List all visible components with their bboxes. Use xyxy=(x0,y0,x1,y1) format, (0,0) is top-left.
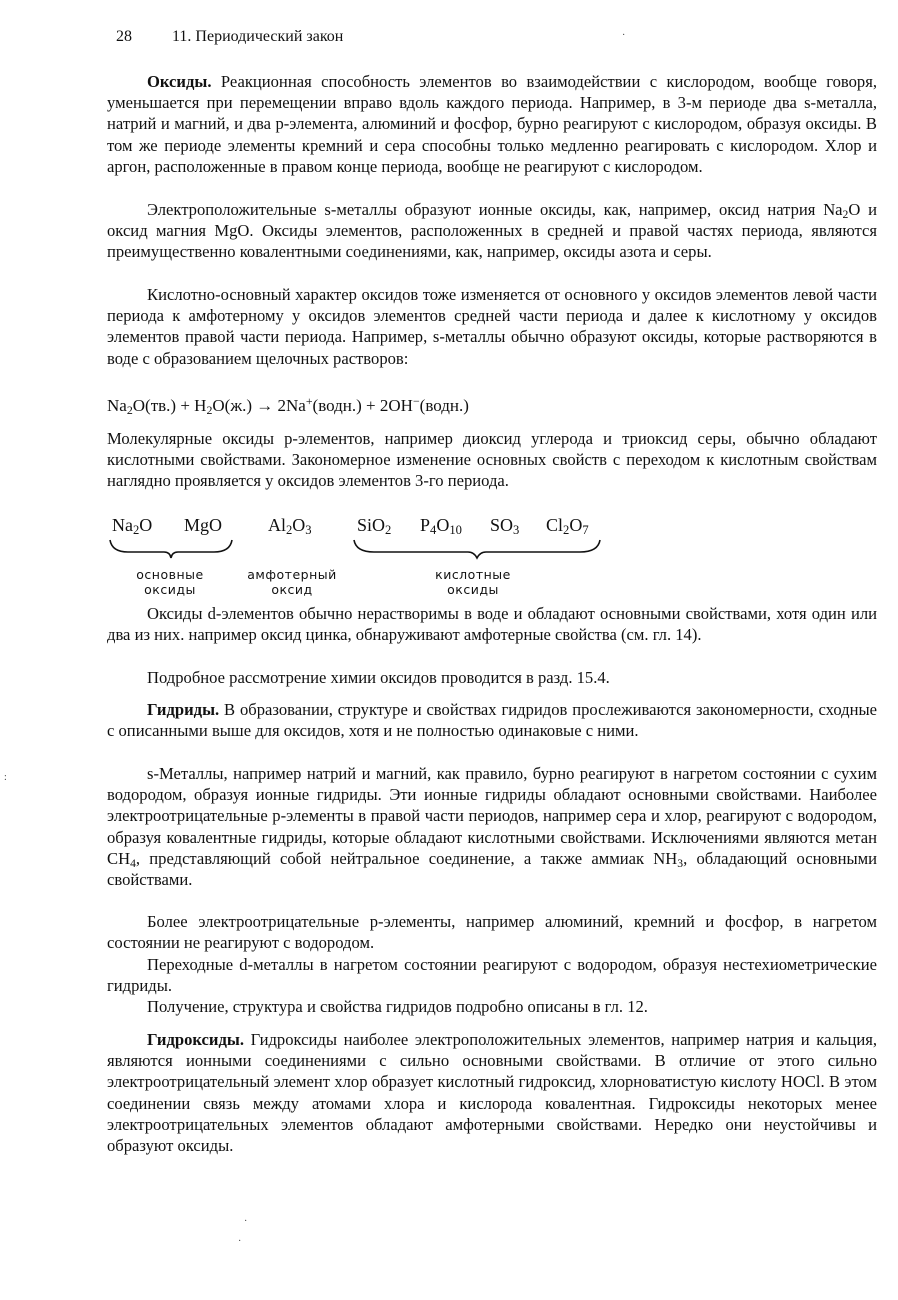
hydrides-paragraph-2: s-Металлы, например натрий и магний, как правило, бурно реагируют в нагретом состоянии с сухим водородом, образуя ионные гидриды. Эти ионные гидриды обладают основными свойствами. Наиболее электроотрицательные p-элементы в правой части периодов, например сера и хлор, реагируют с водородом, образуя ковалентные гидриды, которые обладают кислотными свойствами. Исключениями являются метан $CH_4$, представляющий собой нейтральное соединение, а также аммиак $NH_3$, обладающий основными свойствами. xyxy=(107,764,877,890)
oxide-sio2: SiO$_2$ xyxy=(357,515,392,538)
oxides-p2-a: Электроположительные s-металлы образуют ионные оксиды, как, например, оксид натрия Na xyxy=(147,200,843,219)
hydrides-paragraph-5 xyxy=(107,996,877,1017)
oxides-paragraph-1 xyxy=(107,71,877,177)
hydrides-p5-text: Получение, структура и свойства гидридов подробно описаны в гл. 12. xyxy=(147,997,648,1016)
hydrides-paragraph-3 xyxy=(107,911,877,953)
label-acidic-oxides: кислотные оксиды xyxy=(435,567,511,597)
oxides-p4-text: Молекулярные оксиды p-элементов, например диоксид углерода и триоксид серы, обычно обладают кислотными свойствами. Закономерное изменение основных свойств с переходом к кислотным свойствам наглядно проявляется у оксидов элементов 3-го периода. xyxy=(107,429,877,491)
acidic-brace xyxy=(352,536,602,560)
scan-speck: · xyxy=(622,30,626,41)
reaction-equation: $Na_2O(тв.) + H_2O(ж.)$ → 2Na+(водн.) + 2OH−(водн.) xyxy=(107,394,469,417)
oxide-p4o10: $P_4O_{10}$ xyxy=(420,515,462,538)
oxides-p3-text: Кислотно-основный характер оксидов тоже изменяется от основного у оксидов элементов левой части периода к амфотерному у оксидов элементов средней части периода и далее к кислотному у оксидов элементов правой части периода. Например, s-металлы обычно образуют оксиды, которые растворяются в воде с образованием щелочных растворов: xyxy=(107,285,877,368)
oxides-p2-sub: 2 xyxy=(842,207,849,221)
oxides-paragraph-3 xyxy=(107,284,877,369)
hydroxides-heading: Гидроксиды. xyxy=(147,1030,244,1049)
basic-brace xyxy=(108,536,234,560)
page-number: 28 xyxy=(116,28,132,45)
hydrides-p3-text: Более электроотрицательные p-элементы, например алюминий, кремний и фосфор, в нагретом состоянии не реагируют с водородом. xyxy=(107,912,877,953)
oxide-al2o3: $Al_2O_3$ xyxy=(268,515,312,538)
chapter-title: 11. Периодический закон xyxy=(172,28,344,45)
label-basic-oxides: основные оксиды xyxy=(136,567,204,597)
oxides-heading: Оксиды. xyxy=(147,72,212,91)
hydrides-paragraph-4 xyxy=(107,954,877,996)
hydrides-heading: Гидриды. xyxy=(147,700,220,719)
oxides-p6-text: Подробное рассмотрение химии оксидов проводится в разд. 15.4. xyxy=(147,668,610,687)
hydrides-p2-b: , представляющий собой нейтральное соединение, а также аммиак NH xyxy=(135,848,678,868)
scan-speck: · xyxy=(238,1236,242,1247)
hydrides-p2-c: , обладающий основными свойствами. xyxy=(107,848,877,890)
hydroxides-p1-text: Гидроксиды наиболее электроположительных элементов, например натрия и кальция, являются ионными соединениями с сильно основными свойствами. В отличие от этого сильно электроотрицательный элемент хлор образует кислотный гидроксид, хлорноватистую кислоту HOCl. В этом соединении связь между атомами хлора и кислорода ковалентная. Гидроксиды некоторых менее электроотрицательных элементов обладают амфотерными свойствами. Нередко они неустойчивы и образуют оксиды. xyxy=(107,1030,877,1156)
oxides-p1-text: Реакционная способность элементов во взаимодействии с кислородом, вообще говоря, уменьшается при перемещении вправо вдоль каждого периода. Например, в 3-м периоде два s-металла, натрий и магний, и два p-элемента, алюминий и фосфор, бурно реагируют с кислородом, образуя оксиды. В том же периоде элементы кремний и сера способны только медленно реагировать с кислородом. Хлор и аргон, расположенные в правом конце периода, вообще не реагируют с кислородом. xyxy=(107,72,877,176)
scan-speck: · xyxy=(244,1216,248,1227)
oxide-so3: $SO_3$ xyxy=(490,515,520,538)
oxide-na2o: $Na_2O$ xyxy=(112,515,153,538)
hydroxides-paragraph-1 xyxy=(107,1029,877,1156)
oxides-p5-text: Оксиды d-элементов обычно нерастворимы в воде и обладают основными свойствами, хотя один или два из них. например оксид цинка, обнаруживают амфотерные свойства (см. гл. 14). xyxy=(107,604,877,645)
hydrides-p1-text: В образовании, структуре и свойствах гидридов прослеживаются закономерности, сходные с описанными выше для оксидов, хотя и не полностью одинаковые с ними. xyxy=(107,700,877,741)
hydrides-p2-a: s-Металлы, например натрий и магний, как правило, бурно реагируют в нагретом состоянии с сухим водородом, образуя ионные гидриды. Эти ионные гидриды обладают основными свойствами. Наиболее электроотрицательные p-элементы в правой части периодов, например сера и хлор, реагируют с водородом, образуя ковалентные гидриды, которые обладают кислотными свойствами. Исключениями являются метан CH xyxy=(107,764,877,868)
oxides-p2-b: O и оксид магния MgO. Оксиды элементов, расположенных в средней и правой частях периода, являются преимущественно ковалентными соединениями, как, например, оксиды азота и серы. xyxy=(107,200,877,262)
oxide-mgo: MgO xyxy=(184,515,223,535)
oxides-paragraph-6 xyxy=(107,667,877,688)
oxides-paragraph-2 xyxy=(107,199,877,263)
scan-speck: : xyxy=(4,772,7,783)
label-amphoteric-oxide: амфотерный оксид xyxy=(247,567,337,597)
oxides-paragraph-4 xyxy=(107,428,877,492)
oxide-cl2o7: $Cl_2O_7$ xyxy=(546,515,589,538)
hydrides-p4-text: Переходные d-металлы в нагретом состоянии реагируют с водородом, образуя нестехиометрические гидриды. xyxy=(107,955,877,996)
hydrides-paragraph-1 xyxy=(107,699,877,741)
page-header xyxy=(116,28,343,46)
oxides-paragraph-5 xyxy=(107,603,877,645)
